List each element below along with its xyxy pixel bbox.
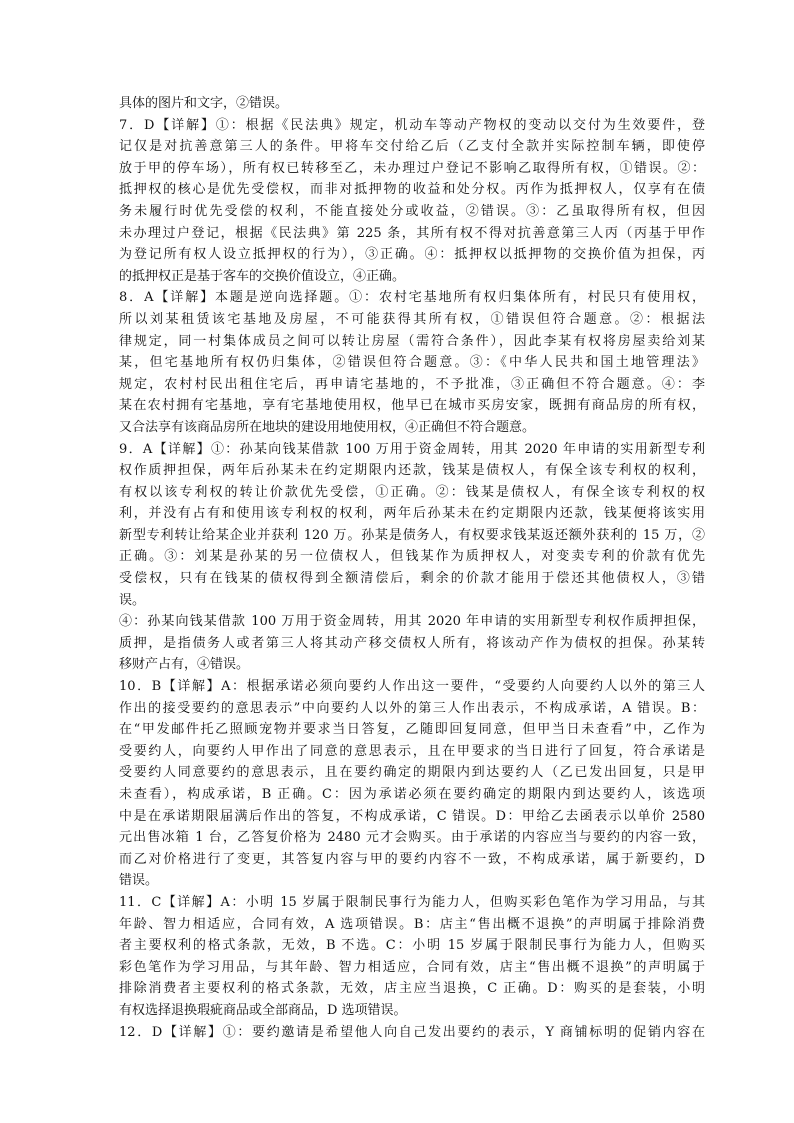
text-line: 10．B【详解】A：根据承诺必须向要约人作出这一要件，“受要约人向要约人以外的第三人 <box>119 679 705 695</box>
text-line: 又合法享有该商品房所在地块的建设用地使用权，④正确但不符合题意。 <box>119 419 536 435</box>
text-line: 有权选择退换瑕疵商品或全部商品，D 选项错误。 <box>119 1002 407 1018</box>
text-line: 12．D【详解】①：要约邀请是希望他人向自己发出要约的表示，Y 商铺标明的促销内容在 <box>119 1024 705 1040</box>
text-line: 未查看），构成承诺，B 正确。C：因为承诺必须在要约确定的期限内到达要约人，该选项 <box>119 787 705 802</box>
text-line: 7．D【详解】①：根据《民法典》规定，机动车等动产物权的变动以交付为生效要件，登 <box>119 117 705 133</box>
text-line: 9．A【详解】①：孙某向钱某借款 100 万用于资金周转，用其 2020 年申请的实用新型专利 <box>119 441 705 457</box>
text-line: 排除消费者主要权利的格式条款，无效，店主应当退换，C 正确。D：购买的是套装，小明 <box>119 981 705 997</box>
text-line: 者主要权利的格式条款，无效，B 不选。C：小明 15 岁属于限制民事行为能力人，但购买 <box>119 938 705 954</box>
text-line: 8．A【详解】本题是逆向选择题。①：农村宅基地所有权归集体所有，村民只有使用权， <box>119 290 705 306</box>
text-line: 彩色笔作为学习用品，与其年龄、智力相适应，合同有效，店主“售出概不退换”的声明属于 <box>119 959 705 975</box>
text-line: 有权以该专利权的转让价款优先受偿，①正确。②：钱某是债权人，有保全该专利权的权 <box>119 484 705 500</box>
text-line: 11．C【详解】A：小明 15 岁属于限制民事行为能力人，但购买彩色笔作为学习用品，与其 <box>119 894 705 910</box>
text-line: 受偿权，只有在钱某的债权得到全额清偿后，剩余的价款才能用于偿还其他债权人，③错 <box>119 571 705 587</box>
text-line: 中是在承诺期限届满后作出的答复，不构成承诺，C 错误。D：甲给乙去函表示以单价 2580 <box>119 808 706 824</box>
text-line: 质押，是指债务人或者第三人将其动产移交债权人所有，将该动产作为债权的担保。孙某转 <box>119 635 705 651</box>
text-line: 作出的接受要约的意思表示”中向要约人以外的第三人作出表示，不构成承诺，A 错误。B： <box>119 700 705 716</box>
text-line: 放于甲的停车场），所有权已转移至乙，未办理过户登记不影响乙取得所有权，①错误。②： <box>119 160 705 176</box>
text-line: 律规定，同一村集体成员之间可以转让房屋（需符合条件），因此李某有权将房屋卖给刘某 <box>119 333 705 349</box>
text-line: 务未履行时优先受偿的权利，不能直接处分或收益，②错误。③：乙虽取得所有权，但因 <box>119 203 705 219</box>
text-line: 为登记所有权人设立抵押权的行为），③正确。④：抵押权以抵押物的交换价值为担保，丙 <box>119 247 705 263</box>
text-line: 而乙对价格进行了变更，其答复内容与甲的要约内容不一致，不构成承诺，属于新要约，D <box>119 851 705 867</box>
text-line: 正确。③：刘某是孙某的另一位债权人，但钱某作为质押权人，对变卖专利的价款有优先 <box>119 549 705 565</box>
text-line: 某在农村拥有宅基地，享有宅基地使用权，他早已在城市买房安家，既拥有商品房的所有权， <box>119 398 705 414</box>
text-line: 误。 <box>119 592 146 608</box>
text-line: 抵押权的核心是优先受偿权，而非对抵押物的收益和处分权。丙作为抵押权人，仅享有在债 <box>119 182 705 198</box>
text-line: 移财产占有，④错误。 <box>119 657 250 673</box>
text-line: 未办理过户登记，根据《民法典》第 225 条，其所有权不得对抗善意第三人丙（丙基于甲作 <box>119 225 705 241</box>
text-line: 具体的图片和文字，②错误。 <box>119 96 289 111</box>
text-line: 元出售冰箱 1 台，乙答复价格为 2480 元才会购买。由于承诺的内容应当与要约的内容一致， <box>119 830 705 846</box>
text-line: 在“甲发邮件托乙照顾宠物并要求当日答复，乙随即回复同意，但甲当日未查看”中，乙作为 <box>119 722 705 738</box>
text-line: 受要约人同意要约的意思表示，且在要约确定的期限内到达要约人（乙已发出回复，只是甲 <box>119 765 705 781</box>
text-line: 错误。 <box>119 873 159 889</box>
document-page <box>119 93 705 1043</box>
text-line: 新型专利转让给某企业并获利 120 万。孙某是债务人，有权要求钱某返还额外获利的 15 万，② <box>119 527 705 543</box>
text-line: 的抵押权正是基于客车的交换价值设立，④正确。 <box>119 268 406 284</box>
text-line: 年龄、智力相适应，合同有效，A 选项错误。B：店主“售出概不退换”的声明属于排除消费 <box>119 916 705 932</box>
text-line: ④：孙某向钱某借款 100 万用于资金周转，用其 2020 年申请的实用新型专利权作质押担保， <box>119 614 705 630</box>
text-line: 权作质押担保，两年后孙某未在约定期限内还款，钱某是债权人，有保全该专利权的权利， <box>119 463 705 479</box>
text-line: 规定，农村村民出租住宅后，再申请宅基地的，不予批准，③正确但不符合题意。④：李 <box>119 376 705 392</box>
text-line: 记仅是对抗善意第三人的条件。甲将车交付给乙后（乙支付全款并实际控制车辆，即使停 <box>119 139 705 155</box>
text-line: 利，并没有占有和使用该专利权的权利，两年后孙某未在约定期限内还款，钱某便将该实用 <box>119 506 705 522</box>
text-line: 受要约人，向要约人甲作出了同意的意思表示，且在甲要求的当日进行了回复，符合承诺是 <box>119 743 705 759</box>
text-line: 某，但宅基地所有权仍归集体，②错误但符合题意。③：《中华人民共和国土地管理法》 <box>119 355 705 371</box>
text-line: 所以刘某租赁该宅基地及房屋，不可能获得其所有权，①错误但符合题意。②：根据法 <box>119 311 705 327</box>
